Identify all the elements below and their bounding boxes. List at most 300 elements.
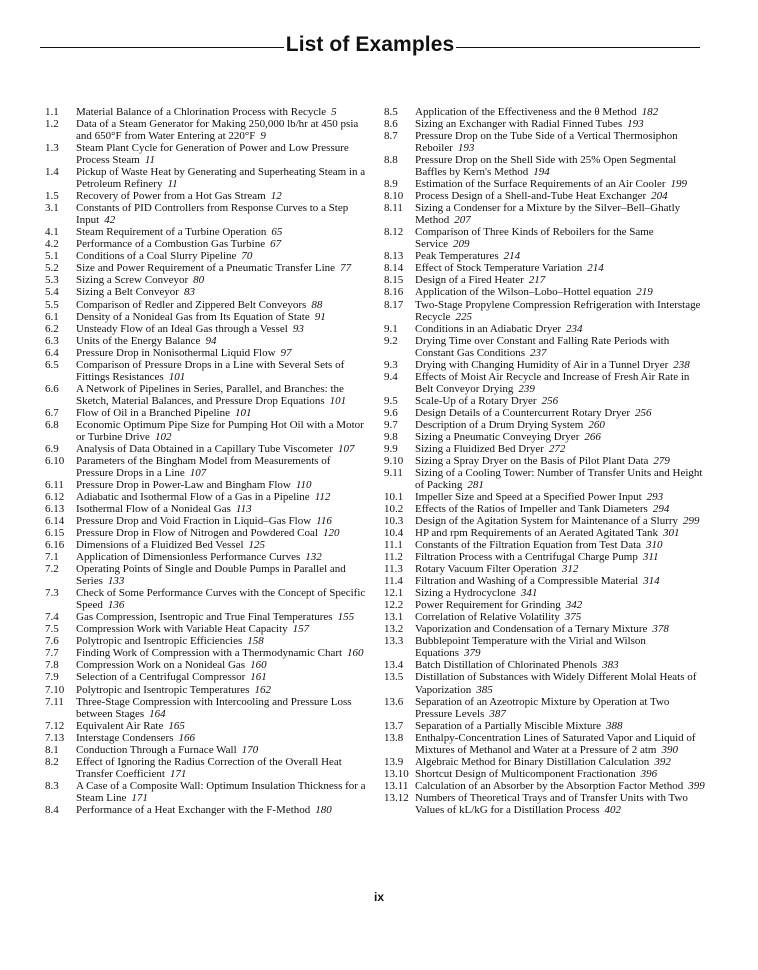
example-entry — [45, 611, 370, 623]
example-title: Sizing a Condenser for a Mixture by the Silver–Bell–Ghatly Method — [415, 202, 681, 227]
example-title: Sizing a Screw Conveyor — [76, 274, 189, 287]
example-page-number: 11 — [167, 178, 178, 191]
example-entry — [45, 551, 370, 563]
example-page-number: 272 — [548, 442, 566, 455]
example-title-cell — [415, 515, 709, 527]
example-entry — [384, 262, 709, 274]
example-page-number: 65 — [271, 226, 283, 239]
example-title-cell — [76, 311, 370, 323]
example-title: Application of the Wilson–Lobo–Hottel equation — [415, 286, 632, 299]
example-title-cell — [415, 696, 709, 720]
example-number: 8.12 — [384, 226, 404, 239]
example-title-cell — [415, 250, 709, 262]
example-entry — [45, 515, 370, 527]
example-number: 8.2 — [45, 755, 59, 768]
example-title: Drying with Changing Humidity of Air in a Tunnel Dryer — [415, 358, 669, 371]
example-page-number: 110 — [295, 478, 312, 491]
example-title: Sizing a Spray Dryer on the Basis of Pilot Plant Data — [415, 454, 649, 467]
example-title: Density of a Nonideal Gas from Its Equation of State — [76, 310, 310, 323]
example-number: 5.1 — [45, 250, 59, 263]
example-entry — [45, 503, 370, 515]
example-number: 13.1 — [384, 611, 404, 624]
example-title: Bubblepoint Temperature with the Virial and Wilson Equations — [415, 635, 646, 660]
example-title-cell — [76, 515, 370, 527]
example-title-cell — [76, 262, 370, 274]
example-page-number: 385 — [476, 683, 493, 696]
example-title: Constants of the Filtration Equation from Test Data — [415, 539, 642, 552]
example-title: Finding Work of Compression with a Thermodynamic Chart — [76, 647, 343, 660]
example-page-number: 383 — [602, 659, 619, 672]
example-title-cell — [415, 443, 709, 455]
example-title: Performance of a Combustion Gas Turbine — [76, 238, 266, 251]
example-entry — [45, 299, 370, 311]
example-title-cell — [415, 130, 709, 154]
example-number: 6.7 — [45, 406, 59, 419]
example-page-number: 312 — [561, 563, 579, 576]
example-page-number: 266 — [584, 430, 601, 443]
example-entry — [45, 756, 370, 780]
example-number: 9.4 — [384, 370, 398, 383]
example-title: Algebraic Method for Binary Distillation Calculation — [415, 755, 650, 768]
example-title-cell — [415, 768, 709, 780]
example-title-cell — [76, 671, 370, 683]
example-number: 10.1 — [384, 491, 404, 503]
example-title: Batch Distillation of Chlorinated Phenols — [415, 659, 598, 672]
example-title: Calculation of an Absorber by the Absorption Factor Method — [415, 779, 684, 792]
example-page-number: 279 — [653, 454, 670, 467]
example-page-number: 70 — [241, 250, 253, 263]
example-title: Equivalent Air Rate — [76, 719, 164, 732]
example-page-number: 390 — [661, 743, 678, 756]
example-page-number: 165 — [168, 719, 185, 732]
example-page-number: 101 — [329, 394, 347, 407]
example-page-number: 237 — [530, 346, 547, 359]
example-title: Adiabatic and Isothermal Flow of a Gas in a Pipeline — [76, 491, 310, 503]
example-page-number: 260 — [588, 418, 605, 431]
example-title: Sizing a Belt Conveyor — [76, 286, 179, 299]
example-title-cell — [76, 539, 370, 551]
example-number: 7.12 — [45, 719, 65, 732]
example-page-number: 217 — [528, 274, 546, 287]
example-entry — [45, 696, 370, 720]
example-title-cell — [76, 419, 370, 443]
example-entry — [384, 635, 709, 659]
example-entry — [45, 732, 370, 744]
example-title-cell — [76, 611, 370, 623]
example-page-number: 91 — [314, 310, 326, 323]
example-title: Impeller Size and Speed at a Specified Power Input — [415, 491, 642, 503]
example-number: 11.4 — [384, 575, 403, 588]
example-title: Design of a Fired Heater — [415, 274, 524, 287]
example-title-cell — [76, 286, 370, 298]
example-page-number: 301 — [663, 527, 680, 540]
example-title: Units of the Energy Balance — [76, 334, 201, 347]
example-title: Distillation of Substances with Widely Different Molal Heats of Vaporization — [415, 671, 697, 696]
example-title: Steam Plant Cycle for Generation of Power and Low Pressure Process Steam — [76, 142, 349, 167]
example-entry — [45, 250, 370, 262]
example-entry — [45, 359, 370, 383]
example-title: Rotary Vacuum Filter Operation — [415, 563, 557, 576]
example-entry — [45, 286, 370, 298]
example-title-cell — [415, 659, 709, 671]
example-entry — [384, 515, 709, 527]
example-title: Polytropic and Isentropic Efficiencies — [76, 635, 243, 648]
example-page-number: 207 — [454, 214, 471, 227]
example-page-number: 219 — [636, 286, 653, 299]
example-title-cell — [415, 720, 709, 732]
example-title: Comparison of Pressure Drops in a Line with Several Sets of Fittings Resistances — [76, 358, 345, 383]
example-title-cell — [76, 479, 370, 491]
example-entry — [384, 202, 709, 226]
example-number: 9.8 — [384, 430, 398, 443]
example-entry — [45, 190, 370, 202]
example-title-cell — [415, 503, 709, 515]
example-title: Unsteady Flow of an Ideal Gas through a Vessel — [76, 322, 288, 335]
example-entry — [45, 262, 370, 274]
example-page-number: 299 — [683, 515, 700, 528]
page-header — [40, 31, 700, 59]
example-title-cell — [415, 154, 709, 178]
example-title: Scale-Up of a Rotary Dryer — [415, 394, 537, 407]
example-entry — [384, 491, 709, 503]
example-title-cell — [76, 551, 370, 563]
example-number: 8.1 — [45, 743, 59, 756]
example-title: Pressure Drop in Flow of Nitrogen and Powdered Coal — [76, 527, 318, 540]
example-title-cell — [415, 539, 709, 551]
example-title-cell — [76, 756, 370, 780]
example-title: Enthalpy-Concentration Lines of Saturated Vapor and Liquid of Mixtures of Methanol and Water at a Pressure of 2 atm — [415, 731, 696, 756]
example-number: 8.5 — [384, 106, 398, 118]
example-title-cell — [76, 443, 370, 455]
example-number: 12.2 — [384, 599, 404, 612]
example-title-cell — [76, 106, 370, 118]
example-page-number: 83 — [183, 286, 195, 299]
example-title: Pressure Drop and Void Fraction in Liquid–Gas Flow — [76, 515, 312, 528]
example-number: 6.3 — [45, 334, 59, 347]
example-entry — [384, 756, 709, 768]
example-title-cell — [415, 587, 709, 599]
example-number: 7.8 — [45, 659, 59, 672]
example-title-cell — [76, 623, 370, 635]
example-title: Constants of PID Controllers from Response Curves to a Step Input — [76, 202, 349, 227]
example-number: 8.4 — [45, 803, 59, 816]
example-page-number: 342 — [565, 599, 583, 612]
example-entry — [384, 587, 709, 599]
example-title-cell — [76, 527, 370, 539]
example-page-number: 199 — [670, 178, 687, 191]
example-title: Data of a Steam Generator for Making 250,000 lb/hr at 450 psia and 650°F from Water Entering at 220°F — [76, 118, 359, 143]
example-entry — [384, 696, 709, 720]
example-page-number: 392 — [654, 755, 671, 768]
example-number: 7.10 — [45, 683, 65, 696]
example-title-cell — [415, 299, 709, 323]
example-page-number: 133 — [107, 575, 125, 588]
example-title: Power Requirement for Grinding — [415, 599, 561, 612]
example-number: 6.12 — [45, 491, 65, 503]
example-entry — [45, 659, 370, 671]
example-title: Conditions of a Coal Slurry Pipeline — [76, 250, 237, 263]
example-title-cell — [415, 190, 709, 202]
example-number: 13.6 — [384, 695, 404, 708]
example-title-cell — [415, 419, 709, 431]
example-title: Comparison of Redler and Zippered Belt Conveyors — [76, 298, 307, 311]
example-number: 5.4 — [45, 286, 59, 299]
example-title-cell — [415, 286, 709, 298]
example-title: Interstage Condensers — [76, 731, 174, 744]
example-number: 13.2 — [384, 623, 404, 636]
example-number: 7.4 — [45, 611, 59, 624]
example-number: 13.9 — [384, 755, 404, 768]
example-number: 7.7 — [45, 647, 59, 660]
example-title: Gas Compression, Isentropic and True Final Temperatures — [76, 611, 333, 624]
example-title-cell — [415, 599, 709, 611]
example-number: 13.11 — [384, 779, 409, 792]
example-page-number: 162 — [254, 683, 271, 696]
example-title: Sizing a Pneumatic Conveying Dryer — [415, 430, 580, 443]
example-title-cell — [76, 383, 370, 407]
example-title: Sizing an Exchanger with Radial Finned Tubes — [415, 118, 623, 131]
example-title-cell — [415, 455, 709, 467]
example-title-cell — [76, 202, 370, 226]
example-page-number: 193 — [627, 118, 644, 131]
example-title-cell — [76, 142, 370, 166]
example-number: 1.5 — [45, 190, 59, 203]
example-title: Filtration Process with a Centrifugal Charge Pump — [415, 551, 638, 564]
example-entry — [45, 635, 370, 647]
example-entry — [384, 359, 709, 371]
example-title-cell — [415, 467, 709, 491]
example-title-cell — [415, 780, 709, 792]
example-page-number: 136 — [107, 599, 125, 612]
example-title: Parameters of the Bingham Model from Measurements of Pressure Drops in a Line — [76, 454, 331, 479]
example-entry — [384, 226, 709, 250]
example-page-number: 399 — [688, 779, 705, 792]
example-title: Drying Time over Constant and Falling Rate Periods with Constant Gas Conditions — [415, 334, 670, 359]
example-title-cell — [415, 226, 709, 250]
example-title-cell — [76, 274, 370, 286]
example-page-number: 193 — [457, 142, 475, 155]
example-entry — [384, 659, 709, 671]
example-number: 3.1 — [45, 202, 59, 215]
example-entry — [384, 274, 709, 286]
example-title-cell — [415, 371, 709, 395]
example-title: Design of the Agitation System for Maintenance of a Slurry — [415, 515, 679, 528]
example-title: Sizing of a Cooling Tower: Number of Transfer Units and Height of Packing — [415, 466, 703, 491]
example-page-number: 107 — [337, 442, 355, 455]
example-title-cell — [415, 202, 709, 226]
example-entry — [45, 311, 370, 323]
example-page-number: 182 — [641, 106, 659, 118]
example-number: 13.12 — [384, 791, 409, 804]
example-title: Compression Work with Variable Heat Capacity — [76, 623, 288, 636]
example-page-number: 281 — [467, 478, 484, 491]
example-page-number: 11 — [144, 154, 156, 167]
example-entry — [384, 335, 709, 359]
example-entry — [384, 792, 709, 816]
examples-column-right — [384, 106, 709, 816]
example-entry — [45, 780, 370, 804]
example-title-cell — [415, 635, 709, 659]
example-number: 6.16 — [45, 539, 65, 552]
example-title-cell — [415, 611, 709, 623]
example-title: Check of Some Performance Curves with the Concept of Specific Speed — [76, 587, 366, 612]
example-page-number: 256 — [635, 406, 652, 419]
example-number: 9.5 — [384, 394, 398, 407]
example-page-number: 311 — [642, 551, 659, 564]
example-page-number: 239 — [518, 382, 535, 395]
example-page-number: 80 — [193, 274, 205, 287]
example-title: Shortcut Design of Multicomponent Fractionation — [415, 767, 636, 780]
example-number: 8.6 — [384, 118, 398, 131]
example-page-number: 314 — [643, 575, 660, 588]
example-page-number: 67 — [270, 238, 282, 251]
example-entry — [384, 551, 709, 563]
example-page-number: 102 — [154, 430, 172, 443]
header-rule-left — [40, 47, 284, 48]
example-title: Size and Power Requirement of a Pneumatic Transfer Line — [76, 262, 336, 275]
example-page-number: 112 — [314, 491, 331, 503]
example-entry — [384, 780, 709, 792]
example-number: 4.2 — [45, 238, 59, 251]
example-number: 6.11 — [45, 478, 64, 491]
example-entry — [384, 178, 709, 190]
example-entry — [45, 720, 370, 732]
example-number: 11.2 — [384, 551, 403, 564]
example-number: 6.13 — [45, 503, 65, 516]
example-title-cell — [76, 359, 370, 383]
example-title: Application of Dimensionless Performance Curves — [76, 551, 301, 564]
example-title: Pressure Drop on the Shell Side with 25% Open Segmental Baffles by Kern's Method — [415, 154, 677, 179]
example-entry — [384, 443, 709, 455]
example-title-cell — [415, 178, 709, 190]
example-number: 8.7 — [384, 130, 398, 143]
example-title-cell — [76, 238, 370, 250]
example-title-cell — [76, 563, 370, 587]
example-entry — [384, 190, 709, 202]
example-title-cell — [415, 756, 709, 768]
example-entry — [384, 154, 709, 178]
example-entry — [384, 455, 709, 467]
example-number: 7.3 — [45, 587, 59, 600]
example-entry — [384, 539, 709, 551]
example-entry — [384, 671, 709, 695]
example-entry — [45, 587, 370, 611]
example-page-number: 209 — [452, 238, 470, 251]
example-number: 6.5 — [45, 358, 59, 371]
example-number: 1.2 — [45, 118, 59, 131]
example-page-number: 214 — [503, 250, 521, 263]
example-number: 8.17 — [384, 298, 404, 311]
example-entry — [45, 684, 370, 696]
example-number: 8.3 — [45, 779, 59, 792]
example-entry — [45, 347, 370, 359]
example-title: A Case of a Composite Wall: Optimum Insulation Thickness for a Steam Line — [76, 779, 366, 804]
example-title-cell — [415, 575, 709, 587]
example-number: 12.1 — [384, 587, 404, 600]
example-title-cell — [76, 804, 370, 816]
example-title-cell — [76, 744, 370, 756]
example-entry — [384, 527, 709, 539]
example-number: 13.5 — [384, 671, 404, 684]
example-title-cell — [76, 720, 370, 732]
example-number: 6.15 — [45, 527, 65, 540]
example-number: 1.4 — [45, 166, 59, 179]
example-number: 5.3 — [45, 274, 59, 287]
example-number: 7.1 — [45, 551, 59, 564]
example-entry — [384, 599, 709, 611]
example-page-number: 120 — [322, 527, 340, 540]
example-title: Flow of Oil in a Branched Pipeline — [76, 406, 230, 419]
example-title: Separation of a Partially Miscible Mixture — [415, 719, 602, 732]
example-number: 13.4 — [384, 659, 404, 672]
example-entry — [45, 166, 370, 190]
example-number: 6.4 — [45, 346, 59, 359]
example-page-number: 396 — [640, 767, 658, 780]
example-title-cell — [76, 635, 370, 647]
example-entry — [45, 527, 370, 539]
example-title: Separation of an Azeotropic Mixture by Operation at Two Pressure Levels — [415, 695, 670, 720]
example-number: 8.16 — [384, 286, 404, 299]
example-number: 9.10 — [384, 454, 404, 467]
example-entry — [384, 106, 709, 118]
example-page-number: 5 — [331, 106, 337, 118]
example-entry — [384, 130, 709, 154]
example-entry — [384, 720, 709, 732]
example-entry — [384, 575, 709, 587]
example-number: 9.2 — [384, 334, 398, 347]
example-title: Filtration and Washing of a Compressible Material — [415, 575, 639, 588]
example-page-number: 341 — [520, 587, 538, 600]
example-entry — [45, 238, 370, 250]
example-number: 6.10 — [45, 454, 65, 467]
example-title-cell — [415, 407, 709, 419]
example-title: Effects of the Ratios of Impeller and Tank Diameters — [415, 503, 648, 516]
example-page-number: 9 — [260, 130, 266, 143]
example-page-number: 116 — [316, 515, 332, 528]
example-title: Analysis of Data Obtained in a Capillary Tube Viscometer — [76, 442, 333, 455]
example-number: 5.5 — [45, 298, 59, 311]
example-title: Description of a Drum Drying System — [415, 418, 584, 431]
example-title-cell — [415, 792, 709, 816]
example-title-cell — [76, 491, 370, 503]
example-number: 6.1 — [45, 310, 59, 323]
example-entry — [384, 250, 709, 262]
example-page-number: 125 — [248, 539, 266, 552]
example-number: 6.8 — [45, 418, 59, 431]
example-number: 7.9 — [45, 671, 59, 684]
example-number: 1.1 — [45, 106, 59, 118]
example-page-number: 387 — [489, 707, 506, 720]
example-title-cell — [76, 226, 370, 238]
example-entry — [45, 443, 370, 455]
example-title-cell — [415, 106, 709, 118]
example-title-cell — [76, 732, 370, 744]
example-title-cell — [76, 335, 370, 347]
example-page-number: 180 — [315, 803, 332, 816]
example-number: 13.3 — [384, 635, 404, 648]
example-entry — [45, 335, 370, 347]
example-title: Effect of Ignoring the Radius Correction of the Overall Heat Transfer Coefficient — [76, 755, 342, 780]
example-entry — [384, 286, 709, 298]
example-page-number: 97 — [280, 346, 292, 359]
example-title: Dimensions of a Fluidized Bed Vessel — [76, 539, 244, 552]
example-entry — [45, 671, 370, 683]
example-entry — [384, 371, 709, 395]
example-page-number: 225 — [455, 310, 472, 323]
example-title-cell — [415, 395, 709, 407]
example-title-cell — [76, 118, 370, 142]
example-title: A Network of Pipelines in Series, Parallel, and Branches: the Sketch, Material Balances, and Pressure Drop Equations — [76, 382, 344, 407]
